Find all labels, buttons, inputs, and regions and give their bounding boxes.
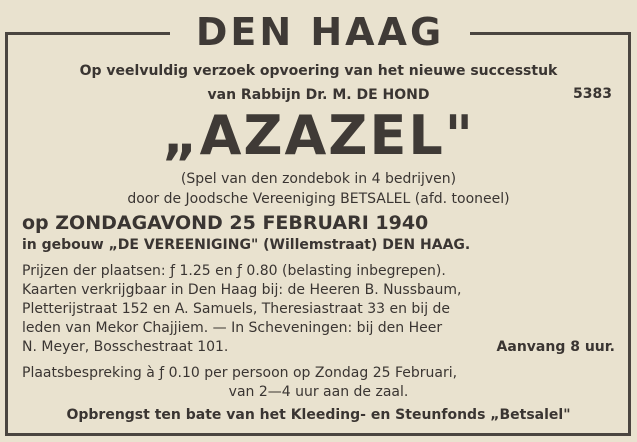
- ticket-sale-line-4-row: [22, 338, 615, 356]
- play-performers: door de Joodsche Vereeniging BETSALEL (afd. tooneel): [127, 191, 510, 207]
- event-venue: in gebouw „DE VEREENIGING" (Willemstraat) DEN HAAG.: [22, 237, 471, 253]
- event-date: op ZONDAGAVOND 25 FEBRUARI 1940: [22, 212, 429, 234]
- ticket-sale-line-2: Pletterijstraat 152 en A. Samuels, Theresiastraat 33 en bij de: [22, 301, 451, 317]
- ticket-sale-line-1: Kaarten verkrijgbaar in Den Haag bij: de Heeren B. Nussbaum,: [22, 282, 462, 298]
- proceeds-note: Opbrengst ten bate van het Kleeding- en Steunfonds „Betsalel": [66, 407, 571, 423]
- ticket-prices: Prijzen der plaatsen: ƒ 1.25 en ƒ 0.80 (belasting inbegrepen).: [22, 263, 446, 279]
- ticket-sale-line-3: leden van Mekor Chajjiem. — In Scheveningen: bij den Heer: [22, 320, 443, 336]
- reservation-line-1: Plaatsbespreking à ƒ 0.10 per persoon op Zondag 25 Februari,: [22, 365, 458, 381]
- reservation-line-2: van 2—4 uur aan de zaal.: [228, 384, 409, 400]
- play-subtitle: (Spel van den zondebok in 4 bedrijven): [180, 171, 457, 187]
- intro-line-2: van Rabbijn Dr. M. DE HOND: [207, 87, 430, 103]
- ticket-sale-line-4: N. Meyer, Bosschestraat 101.: [22, 339, 229, 355]
- catalog-number: 5383: [573, 86, 612, 102]
- start-time: Aanvang 8 uur.: [496, 339, 615, 355]
- play-title: „AZAZEL": [162, 104, 475, 167]
- intro-line-1: Op veelvuldig verzoek opvoering van het nieuwe successtuk: [79, 63, 558, 79]
- header-title: DEN HAAG: [170, 6, 470, 58]
